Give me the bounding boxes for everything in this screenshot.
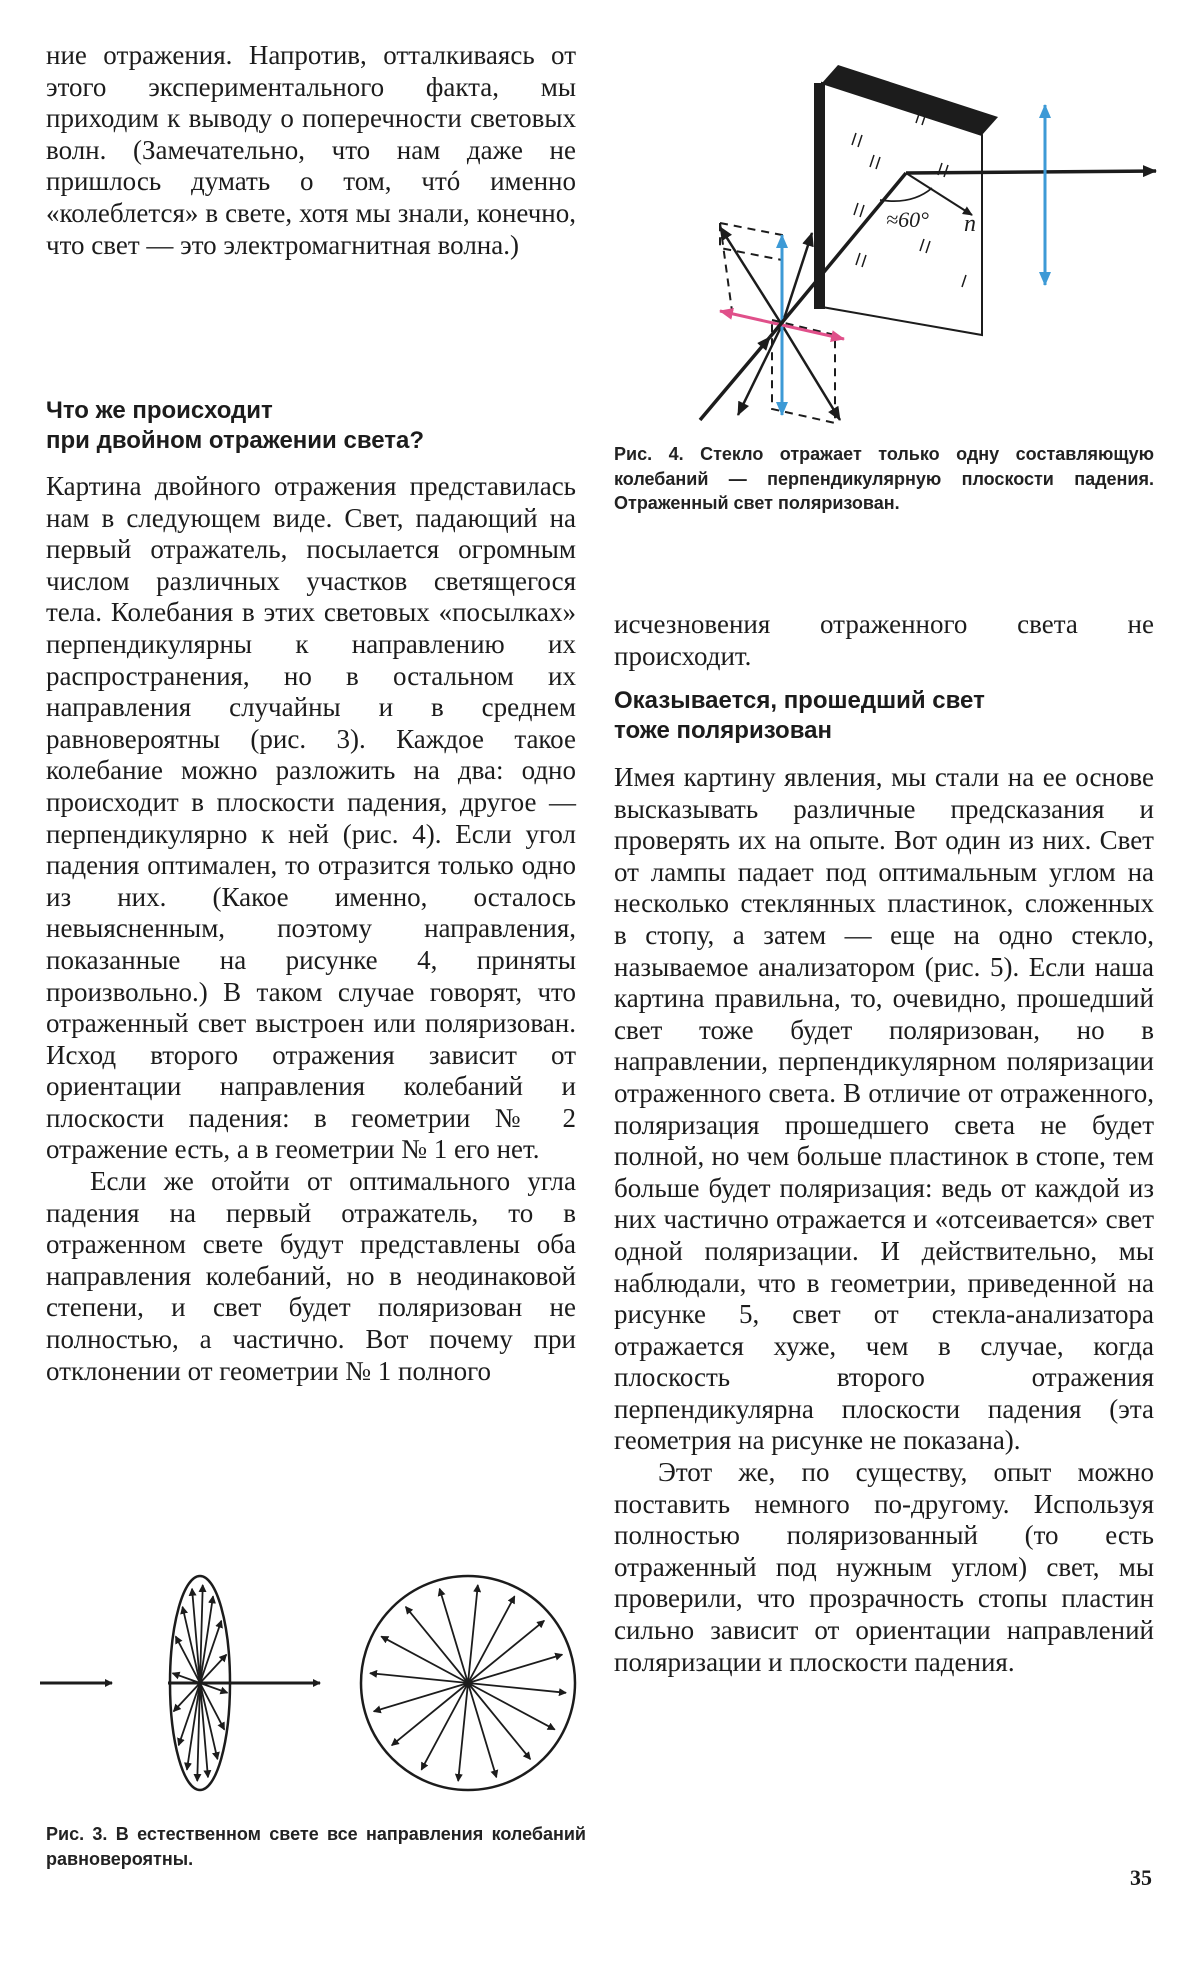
section-heading-transmitted-light <box>614 686 1154 746</box>
figure-4 <box>680 55 1160 435</box>
vibration-arrow <box>179 1683 200 1745</box>
left-body <box>46 471 576 1387</box>
heading-line: тоже поляризован <box>614 717 832 744</box>
paragraph: Если же отойти от оптимального угла падения на первый отражатель, то в отраженном свете будут представлены оба направления колебаний, но в неодинаковой степени, и свет будет поляризован не полностью, а частично. Вот почему при отклонении от геометрии № 1 полного <box>46 1166 576 1386</box>
heading-line: при двойном отражении света? <box>46 427 425 454</box>
vibration-arrow <box>392 1683 468 1745</box>
caption-text: Рис. 4. Стекло отражает только одну составляющую колебаний — перпендикулярную плоскости падения. Отраженный свет поляризован. <box>614 444 1154 513</box>
figure-3-caption <box>46 1822 586 1871</box>
normal-label: n <box>964 211 976 237</box>
circle-diagram <box>361 1576 575 1790</box>
vibration-arrow <box>200 1621 221 1683</box>
vibration-arrow <box>406 1607 468 1683</box>
ellipse-diagram <box>40 1576 320 1790</box>
heading-line: Что же происходит <box>46 397 273 424</box>
heading-line: Оказывается, прошедший свет <box>614 687 985 714</box>
figure-3 <box>40 1560 580 1800</box>
section-heading-double-reflection <box>46 396 576 456</box>
right-continuation <box>614 609 1154 672</box>
page-number: 35 <box>1130 1865 1152 1890</box>
vibration-arrow <box>468 1621 544 1683</box>
vibration-arrow <box>440 1589 468 1683</box>
paragraph: Имея картину явления, мы стали на ее основе высказывать различные предсказания и проверять их на опыте. Вот один из них. Свет от лампы падает под оптимальным углом на несколько стеклянных пластинок, сложенных в стопу, а затем — еще на одно стекло, называемое анализатором (рис. 5). Если наша картина правильна, то, очевидно, прошедший свет тоже будет поляризован, но в направлении, перпендикулярном поляризации отраженного света. В отличие от отраженного, поляризация прошедшего света не будет полной, но чем больше пластинок в стопе, тем больше будет поляризация: ведь от каждой из них частично отражается и «отсеивается» свет одной поляризации. И действительно, мы наблюдали, что в геометрии, приведенной на рисунке 5, свет от стекла-анализатора отражается хуже, чем в случае, когда плоскость второго отражения перпендикулярна плоскости падения (эта геометрия на рисунке не показана). <box>614 762 1154 1456</box>
figure-4-caption <box>614 442 1154 516</box>
caption-text: Рис. 3. В естественном свете все направления колебаний равновероятны. <box>46 1824 586 1869</box>
left-column <box>46 40 576 261</box>
vibration-arrow <box>374 1683 468 1711</box>
vibration-arrow <box>468 1683 496 1777</box>
vibration-arrow <box>468 1655 562 1683</box>
paragraph: Картина двойного отражения представилась нам в следующем виде. Свет, падающий на первый отражатель, посылается огромным числом различных участков светящегося тела. Колебания в этих световых «посылках» перпендикулярны к направлению их распространения, но в остальном их направления случайны и в среднем равновероятны (рис. 3). Каждое такое колебание можно разложить на два: одно происходит в плоскости падения, другое — перпендикулярно к ней (рис. 4). Если угол падения оптимален, то отразится только одно из них. (Какое именно, осталось невыясненным, поэтому направления, показанные на рисунке 4, приняты произвольно.) В таком случае говорят, что отраженный свет выстроен или поляризован. Исход второго отражения зависит от ориентации направления колебаний и плоскости падения: в геометрии № 2 отражение есть, а в геометрии № 1 его нет. <box>46 471 576 1165</box>
light-rays <box>700 105 1156 420</box>
angle-label: ≈60° <box>886 207 929 232</box>
right-body <box>614 762 1154 1678</box>
vibration-arrow <box>468 1683 530 1759</box>
intro-paragraph: ние отражения. Напротив, отталкиваясь от этого экспериментального факта, мы приходим к выводу о поперечности световых волн. (Замечательно, что нам даже не пришлось думать о том, чтó именно «колеблется» в свете, хотя мы знали, конечно, что свет — это электромагнитная волна.) <box>46 40 576 260</box>
paragraph: Этот же, по существу, опыт можно поставить немного по-другому. Используя полностью поляризованный (то есть отраженный под нужным углом) свет, мы проверили, что прозрачность стопы пластин сильно зависит от ориентации направлений поляризации и плоскости падения. <box>614 1457 1154 1677</box>
paragraph: исчезновения отраженного света не происходит. <box>614 609 1154 671</box>
